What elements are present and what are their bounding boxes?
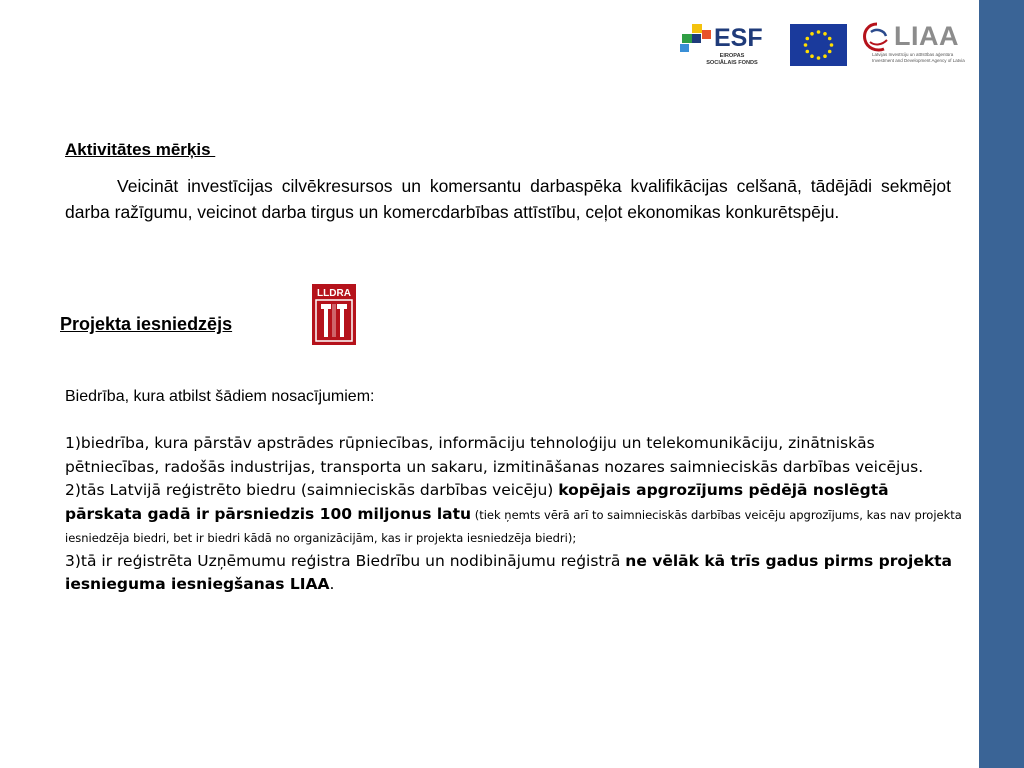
liaa-wordmark: LIAA	[894, 21, 959, 51]
lldra-emblem-icon	[312, 284, 356, 345]
esf-wordmark: ESF	[714, 24, 763, 52]
applicant-intro-text: Biedrība, kura atbilst šādiem nosacījumiem:	[65, 388, 375, 405]
section-heading-project-applicant: Projekta iesniedzējs	[60, 314, 233, 334]
liaa-swirl-icon	[862, 22, 892, 54]
liaa-logo	[862, 20, 968, 66]
section-heading-activity-goal: Aktivitātes mērķis	[65, 140, 216, 159]
condition-3-bold: ne vēlāk kā trīs gadus pirms projekta iesnieguma iesniegšanas LIAA	[65, 551, 953, 593]
liaa-subtitle: Latvijas Investīciju un attīstības aģentūra Investment and Development Agency of Latvia	[872, 52, 965, 63]
esf-squares-icon	[680, 24, 714, 54]
conditions-list	[65, 432, 965, 597]
eu-flag-logo	[790, 24, 847, 66]
eu-stars-icon	[790, 24, 847, 66]
condition-item-1: 1)biedrība, kura pārstāv apstrādes rūpniecības, informāciju tehnoloģiju un telekomunikāciju, zinātniskās pētniecības, radošās industrijas, transporta un sakaru, izmitināšanas nozares saimnieciskās darbības veicējus.	[65, 434, 924, 476]
activity-goal-paragraph: Veicināt investīcijas cilvēkresursos un komersantu darbaspēka kvalifikācijas celšanā, tādējādi sekmējot darba ražīgumu, veicinot darba tirgus un komercdarbības attīstību, ceļot ekonomikas konkurētspēju.	[65, 176, 951, 222]
condition-3-end: .	[329, 575, 335, 593]
esf-logo	[680, 20, 763, 70]
condition-item-3	[65, 550, 965, 597]
lldra-logo	[312, 284, 356, 345]
condition-2-note: (tiek ņemts vērā arī to saimnieciskās darbības veicēju apgrozījums, kas nav projekta iesniedzēja biedri, bet ir biedri kādā no organizācijām, kas ir projekta iesniedzēja biedri);	[65, 507, 962, 545]
svg-text:LLDRA: LLDRA	[317, 288, 351, 299]
right-sidebar-bar	[979, 0, 1024, 768]
condition-item-2	[65, 479, 965, 550]
condition-2-text: 2)tās Latvijā reģistrēto biedru (saimnieciskās darbības veicēju)	[65, 481, 559, 499]
esf-subtitle: EIROPAS SOCIĀLAIS FONDS	[706, 53, 758, 66]
condition-3-text: 3)tā ir reģistrēta Uzņēmumu reģistra Biedrību un nodibinājumu reģistrā	[65, 551, 626, 570]
condition-2-bold: kopējais apgrozījums pēdējā noslēgtā pārskata gadā ir pārsniedzis 100 miljonus latu	[65, 481, 889, 523]
